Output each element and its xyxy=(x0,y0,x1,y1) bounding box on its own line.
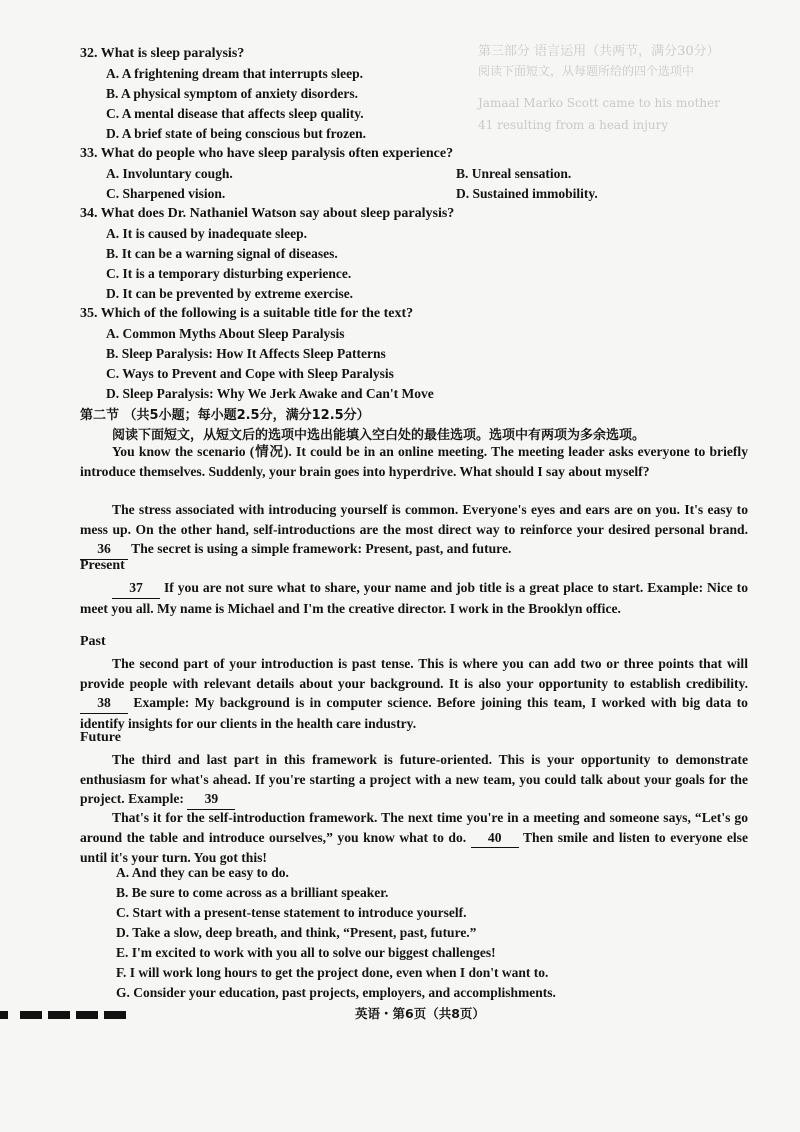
choice-c: C. Start with a present-tense statement to introduce yourself. xyxy=(116,905,467,920)
page-footer: 英语・第6页（共8页） xyxy=(355,1006,485,1021)
q35-option-c: C. Ways to Prevent and Cope with Sleep Paralysis xyxy=(106,366,394,381)
q34-option-c: C. It is a temporary disturbing experience. xyxy=(106,266,352,281)
section-2-heading: 第二节 （共5小题；每小题2.5分，满分12.5分） xyxy=(80,408,370,423)
blank-40: 40 xyxy=(471,828,519,849)
q33-option-c: C. Sharpened vision. xyxy=(106,186,226,201)
paragraph-4-text-cont: Example: My background is in computer science. Before joining this team, I worked with big data to identify insights for our clients in the health care industry. xyxy=(80,695,748,731)
cut-line-mark xyxy=(104,1011,126,1019)
q32-option-d: D. A brief state of being conscious but frozen. xyxy=(106,126,366,141)
cut-line-mark xyxy=(48,1011,70,1019)
q35-option-a: A. Common Myths About Sleep Paralysis xyxy=(106,326,345,341)
paragraph-2-text: The stress associated with introducing yourself is common. Everyone's eyes and ears are on you. It's easy to mess up. On the other hand, self-introductions are the most direct way to reinforce your desired personal brand. xyxy=(80,502,748,537)
question-33-stem: 33. What do people who have sleep paralysis often experience? xyxy=(80,146,454,161)
q32-option-a: A. A frightening dream that interrupts sleep. xyxy=(106,66,363,81)
passage-paragraph-1: You know the scenario (情况). It could be in an online meeting. The meeting leader asks everyone to briefly introduce themselves. Suddenly, your brain goes into hyperdrive. What should I say about myself? xyxy=(80,444,748,479)
q35-option-d: D. Sleep Paralysis: Why We Jerk Awake and Can't Move xyxy=(106,386,434,401)
q34-option-d: D. It can be prevented by extreme exercise. xyxy=(106,286,354,301)
bleed-through-line: 阅读下面短文，从每题所给的四个选项中 xyxy=(478,64,695,78)
bleed-through-header: 第三部分 语言运用（共两节，满分30分） xyxy=(478,44,720,59)
passage-paragraph-3 xyxy=(80,578,748,618)
paragraph-4-text: The second part of your introduction is past tense. This is where you can add two or three points that will provide people with relevant details about your background. It is also your opportunity to establish credibility. xyxy=(80,656,748,691)
cut-line-mark xyxy=(76,1011,98,1019)
blank-38: 38 xyxy=(80,693,128,714)
section-2-instruction: 阅读下面短文，从短文后的选项中选出能填入空白处的最佳选项。选项中有两项为多余选项。 xyxy=(112,428,646,443)
q35-option-b: B. Sleep Paralysis: How It Affects Sleep Patterns xyxy=(106,346,386,361)
cut-line-mark xyxy=(0,1011,8,1019)
q32-option-c: C. A mental disease that affects sleep quality. xyxy=(106,106,364,121)
heading-future: Future xyxy=(80,730,121,745)
paragraph-2-text-cont: The secret is using a simple framework: Present, past, and future. xyxy=(131,541,512,556)
heading-present: Present xyxy=(80,558,125,573)
passage-paragraph-2 xyxy=(80,500,748,560)
blank-36: 36 xyxy=(80,539,128,560)
choice-e: E. I'm excited to work with you all to solve our biggest challenges! xyxy=(116,945,496,960)
passage-paragraph-4 xyxy=(80,654,748,733)
q33-option-a: A. Involuntary cough. xyxy=(106,166,233,181)
choice-b: B. Be sure to come across as a brilliant speaker. xyxy=(116,885,389,900)
q33-option-b: B. Unreal sensation. xyxy=(456,166,572,181)
heading-past: Past xyxy=(80,634,106,649)
cut-line-mark xyxy=(20,1011,42,1019)
paragraph-6-text: That's it for the self-introduction framework. The next time you're in a meeting and someone says, “Let's go around the table and introduce ourselves,” you know what to do. xyxy=(80,810,748,845)
question-32-stem: 32. What is sleep paralysis? xyxy=(80,46,245,61)
choice-f: F. I will work long hours to get the project done, even when I don't want to. xyxy=(116,965,549,980)
passage-paragraph-6 xyxy=(80,808,748,868)
paragraph-3-text: If you are not sure what to share, your name and job title is a great place to start. Example: Nice to meet you all. My name is Michael and I'm the creative director. I work in the Brooklyn office. xyxy=(80,580,748,616)
choice-g: G. Consider your education, past projects, employers, and accomplishments. xyxy=(116,985,556,1000)
blank-39: 39 xyxy=(187,789,235,810)
q32-option-b: B. A physical symptom of anxiety disorders. xyxy=(106,86,359,101)
paragraph-6-text-cont: Then smile and listen to everyone else until it's your turn. You got this! xyxy=(80,829,748,865)
q33-option-d: D. Sustained immobility. xyxy=(456,186,598,201)
passage-paragraph-5 xyxy=(80,750,748,810)
question-34-stem: 34. What does Dr. Nathaniel Watson say about sleep paralysis? xyxy=(80,206,455,221)
paragraph-5-text: The third and last part in this framework is future-oriented. This is your opportunity to demonstrate enthusiasm for what's ahead. If you're starting a project with a new team, you could talk about your goals for the project. Example: xyxy=(80,752,748,806)
q34-option-a: A. It is caused by inadequate sleep. xyxy=(106,226,308,241)
q34-option-b: B. It can be a warning signal of diseases. xyxy=(106,246,338,261)
bleed-through-line: Jamaal Marko Scott came to his mother xyxy=(478,96,720,110)
blank-37: 37 xyxy=(112,578,160,599)
bleed-through-line: 41 resulting from a head injury xyxy=(478,118,669,132)
choice-d: D. Take a slow, deep breath, and think, “Present, past, future.” xyxy=(116,925,477,940)
question-35-stem: 35. Which of the following is a suitable title for the text? xyxy=(80,306,414,321)
choice-a: A. And they can be easy to do. xyxy=(116,865,289,880)
